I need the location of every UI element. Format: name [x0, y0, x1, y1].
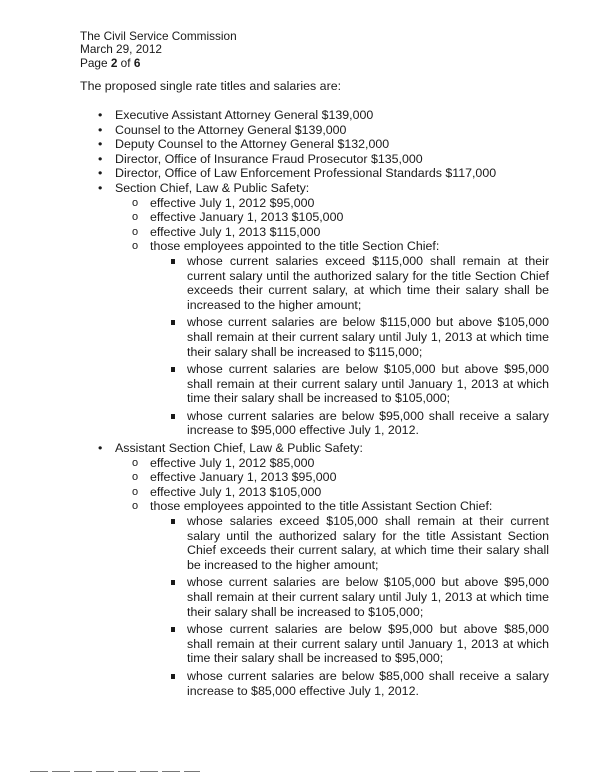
letter-date: March 29, 2012	[80, 42, 162, 57]
sub-sub-list-item: whose current salaries are below $105,000 but above $95,000 shall remain at their current salary until July 1, 2013 at which time their salary shall be increased to $105,000;	[170, 575, 549, 619]
bullet-icon: •	[98, 166, 103, 181]
sub-list-item: o effective January 1, 2013 $95,000	[132, 470, 337, 485]
page-prefix: Page	[80, 55, 111, 70]
sub-list-item: o effective July 1, 2013 $105,000	[132, 484, 322, 499]
intro-paragraph: The proposed single rate titles and salaries are:	[80, 79, 342, 93]
sub-sub-list-item: whose salaries exceed $105,000 shall remain at their current salary until the authorized salary for the title Assistant Section Chief exceeds their current salary, at which time their salary shall be increased to the higher amount;	[170, 514, 549, 572]
circle-bullet-icon: o	[132, 225, 139, 238]
square-bullet-icon	[171, 674, 175, 679]
circle-bullet-icon: o	[132, 471, 139, 484]
circle-bullet-icon: o	[132, 196, 139, 209]
bullet-icon: •	[98, 137, 103, 152]
page-number: 2	[110, 55, 118, 70]
sub-list-item: o effective July 1, 2013 $115,000	[132, 224, 321, 239]
square-bullet-icon	[171, 320, 175, 325]
letterhead	[80, 30, 237, 70]
sub-list-item: o effective July 1, 2012 $85,000	[132, 455, 315, 470]
sub-sub-list-item: whose current salaries are below $85,000 shall receive a salary increase to $85,000 effective July 1, 2012.	[170, 669, 549, 698]
square-bullet-icon	[171, 367, 175, 372]
circle-bullet-icon: o	[132, 240, 139, 253]
bullet-icon: •	[98, 151, 103, 166]
square-bullet-icon	[171, 259, 175, 264]
sub-list	[132, 456, 548, 699]
circle-bullet-icon: o	[132, 485, 139, 498]
sub-list-item: o those employees appointed to the title Assistant Section Chief: whose salaries exceed $105,000 shall remain at their current salary until the authorized salary for the title Assistant Section Chief exceeds their current salary, at which time their salary shall be increased to the higher amount; whose current salaries are below $105,000 but above $95,000 shall remain at their current salary until July 1, 2013 at which time their salary shall be increased to $105,000; whose current salaries are below $95,000 but above $85,000 shall remain at their current salary until January 1, 2013 at which time their salary shall be increased to $95,000; whose current salaries are below $85,000 shall receive a salary increase to $85,000 effective July 1, 2012.	[132, 499, 549, 698]
sub-sub-list	[170, 254, 548, 438]
circle-bullet-icon: o	[132, 211, 139, 224]
list-item: • Director, Office of Law Enforcement Professional Standards $117,000	[98, 166, 497, 181]
sub-sub-list-item: whose current salaries are below $95,000 but above $85,000 shall remain at their current salary until January 1, 2013 at which time their salary shall be increased to $95,000;	[170, 622, 549, 666]
sub-list	[132, 196, 548, 439]
page-of: of	[117, 55, 134, 70]
page-total: 6	[133, 55, 141, 70]
square-bullet-icon	[171, 414, 175, 419]
circle-bullet-icon: o	[132, 456, 139, 469]
org-name: The Civil Service Commission	[80, 29, 237, 43]
salary-list	[98, 108, 548, 701]
square-bullet-icon	[171, 580, 175, 585]
bullet-icon: •	[98, 441, 103, 456]
sub-sub-list-item: whose current salaries are below $115,000 but above $105,000 shall remain at their current salary until July 1, 2013 at which time their salary shall be increased to $115,000;	[170, 315, 549, 359]
circle-bullet-icon: o	[132, 500, 139, 513]
page-indicator	[80, 57, 237, 70]
square-bullet-icon	[171, 519, 175, 524]
sub-list-item: o effective January 1, 2013 $105,000	[132, 210, 344, 225]
list-item: • Director, Office of Insurance Fraud Prosecutor $135,000	[98, 151, 423, 166]
sub-list-item: o those employees appointed to the title Section Chief: whose current salaries exceed $115,000 shall remain at their current salary until the authorized salary for the title Section Chief exceeds their current salary, at which time their salary shall be increased to the higher amount; whose current salaries are below $115,000 but above $105,000 shall remain at their current salary until July 1, 2013 at which time their salary shall be increased to $115,000; whose current salaries are below $105,000 but above $95,000 shall remain at their current salary until January 1, 2013 at which time their salary shall be increased to $105,000; whose current salaries are below $95,000 shall receive a salary increase to $95,000 effective July 1, 2012.	[132, 239, 549, 438]
list-item: • Deputy Counsel to the Attorney General $132,000	[98, 137, 390, 152]
sub-sub-list-item: whose current salaries are below $105,000 but above $95,000 shall remain at their current salary until January 1, 2013 at which time their salary shall be increased to $105,000;	[170, 362, 549, 406]
sub-sub-list-item: whose current salaries are below $95,000 shall receive a salary increase to $95,000 effective July 1, 2012.	[170, 409, 549, 438]
sub-list-item: o effective July 1, 2012 $95,000	[132, 195, 315, 210]
bullet-icon: •	[98, 108, 103, 122]
list-item: • Executive Assistant Attorney General $139,000	[98, 108, 374, 122]
bullet-icon: •	[98, 180, 103, 195]
list-item-section-chief: • Section Chief, Law & Public Safety: o effective July 1, 2012 $95,000 o effective January 1, 2013 $105,000 o effective July 1, 2013 $115,000 o those employees appointed to the title Section Chief: whose current salaries exceed $115,000 shall remain at their current salary until the authorized salary for the title Section Chief exceeds their current salary, at which time their salary shall be increased to the higher amount; whose current salaries are below $115,000 but above $105,000 shall remain at their current salary until July 1, 2013 at which time their salary shall be increased to $115,000; whose current salaries are below $105,000 but above $95,000 shall remain at their current salary until January 1, 2013 at which time their salary shall be increased to $105,000; whose current salaries are below $95,000 shall receive a salary increase to $95,000 effective July 1, 2012.	[98, 180, 549, 438]
footer-divider	[30, 771, 200, 772]
list-item: • Counsel to the Attorney General $139,000	[98, 122, 347, 137]
sub-sub-list-item: whose current salaries exceed $115,000 shall remain at their current salary until the authorized salary for the title Section Chief exceeds their current salary, at which time their salary shall be increased to the higher amount;	[170, 254, 549, 312]
square-bullet-icon	[171, 627, 175, 632]
bullet-icon: •	[98, 122, 103, 137]
sub-sub-list	[170, 514, 548, 698]
list-item-assistant-section-chief: • Assistant Section Chief, Law & Public Safety: o effective July 1, 2012 $85,000 o effective January 1, 2013 $95,000 o effective July 1, 2013 $105,000 o those employees appointed to the title Assistant Section Chief: whose salaries exceed $105,000 shall remain at their current salary until the authorized salary for the title Assistant Section Chief exceeds their current salary, at which time their salary shall be increased to the higher amount; whose current salaries are below $105,000 but above $95,000 shall remain at their current salary until July 1, 2013 at which time their salary shall be increased to $105,000; whose current salaries are below $95,000 but above $85,000 shall remain at their current salary until January 1, 2013 at which time their salary shall be increased to $95,000; whose current salaries are below $85,000 shall receive a salary increase to $85,000 effective July 1, 2012.	[98, 441, 549, 698]
